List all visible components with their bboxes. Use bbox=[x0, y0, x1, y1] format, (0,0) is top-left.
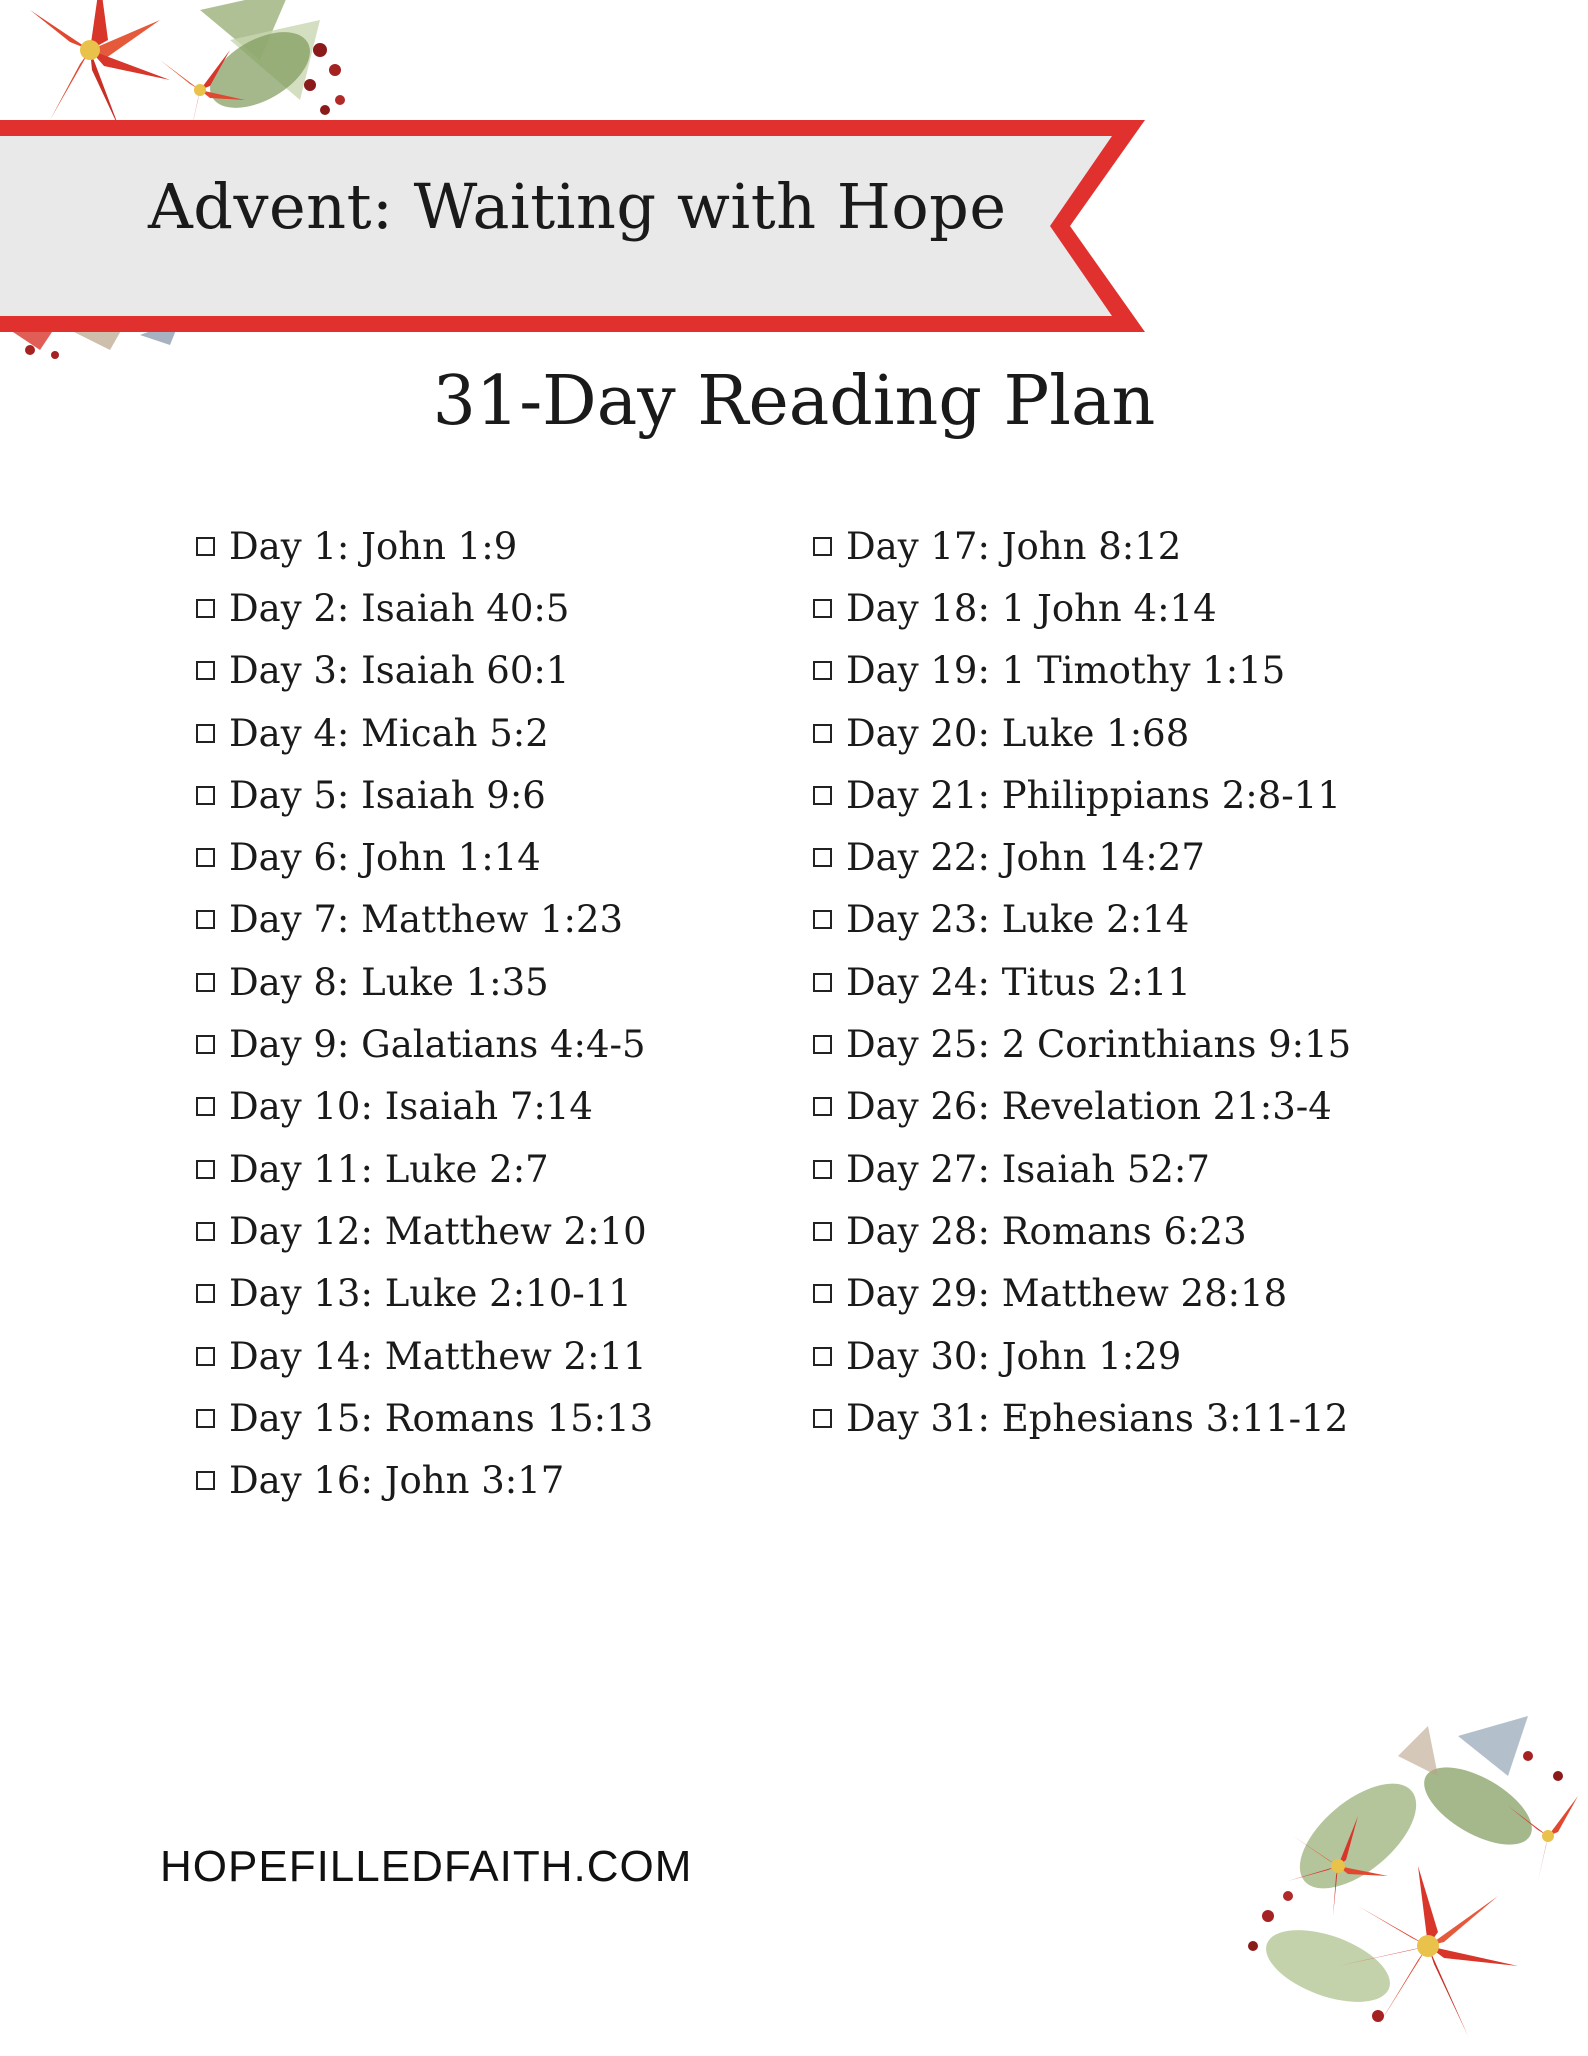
reading-item bbox=[196, 515, 653, 577]
reading-item-label: Day 12: Matthew 2:10 bbox=[229, 1209, 647, 1253]
reading-item bbox=[813, 826, 1351, 888]
checkbox-icon[interactable] bbox=[196, 910, 215, 929]
checkbox-icon[interactable] bbox=[813, 599, 832, 618]
checkbox-icon[interactable] bbox=[813, 1409, 832, 1428]
reading-item bbox=[813, 577, 1351, 639]
reading-item bbox=[196, 826, 653, 888]
checkbox-icon[interactable] bbox=[196, 1097, 215, 1116]
checkbox-icon[interactable] bbox=[196, 1035, 215, 1054]
reading-item-label: Day 22: John 14:27 bbox=[846, 836, 1205, 880]
reading-item bbox=[196, 1200, 653, 1262]
checkbox-icon[interactable] bbox=[196, 1347, 215, 1366]
reading-item bbox=[813, 1325, 1351, 1387]
reading-item bbox=[196, 1013, 653, 1075]
checkbox-icon[interactable] bbox=[813, 1347, 832, 1366]
reading-item bbox=[813, 889, 1351, 951]
reading-item bbox=[813, 1263, 1351, 1325]
checkbox-icon[interactable] bbox=[813, 848, 832, 867]
reading-item-label: Day 5: Isaiah 9:6 bbox=[229, 773, 546, 817]
reading-item-label: Day 31: Ephesians 3:11-12 bbox=[846, 1396, 1349, 1440]
poinsettia-icon bbox=[10, 0, 345, 135]
reading-item bbox=[813, 702, 1351, 764]
checkbox-icon[interactable] bbox=[196, 848, 215, 867]
poinsettia-icon bbox=[1248, 1716, 1578, 2036]
reading-item-label: Day 25: 2 Corinthians 9:15 bbox=[846, 1023, 1352, 1067]
reading-item-label: Day 29: Matthew 28:18 bbox=[846, 1272, 1288, 1316]
reading-item-label: Day 21: Philippians 2:8-11 bbox=[846, 773, 1341, 817]
reading-item-label: Day 7: Matthew 1:23 bbox=[229, 898, 624, 942]
page-title: Advent: Waiting with Hope bbox=[148, 170, 1007, 243]
checkbox-icon[interactable] bbox=[196, 661, 215, 680]
reading-item bbox=[196, 1138, 653, 1200]
reading-list-right bbox=[813, 515, 1351, 1449]
reading-item bbox=[196, 951, 653, 1013]
reading-item bbox=[196, 1263, 653, 1325]
checkbox-icon[interactable] bbox=[813, 786, 832, 805]
checkbox-icon[interactable] bbox=[196, 1409, 215, 1428]
reading-item-label: Day 17: John 8:12 bbox=[846, 524, 1182, 568]
reading-item bbox=[196, 1325, 653, 1387]
checkbox-icon[interactable] bbox=[196, 537, 215, 556]
plan-title: 31-Day Reading Plan bbox=[432, 362, 1156, 441]
reading-item bbox=[196, 640, 653, 702]
reading-item-label: Day 28: Romans 6:23 bbox=[846, 1209, 1247, 1253]
checkbox-icon[interactable] bbox=[196, 1471, 215, 1490]
reading-item-label: Day 30: John 1:29 bbox=[846, 1334, 1182, 1378]
checkbox-icon[interactable] bbox=[196, 973, 215, 992]
reading-item-label: Day 18: 1 John 4:14 bbox=[846, 586, 1217, 630]
reading-item-label: Day 15: Romans 15:13 bbox=[229, 1396, 654, 1440]
reading-item bbox=[813, 1200, 1351, 1262]
checkbox-icon[interactable] bbox=[196, 1160, 215, 1179]
reading-item bbox=[813, 515, 1351, 577]
checkbox-icon[interactable] bbox=[196, 599, 215, 618]
reading-item bbox=[196, 577, 653, 639]
reading-item-label: Day 27: Isaiah 52:7 bbox=[846, 1147, 1210, 1191]
reading-item-label: Day 6: John 1:14 bbox=[229, 836, 541, 880]
reading-item-label: Day 3: Isaiah 60:1 bbox=[229, 649, 570, 693]
reading-item-label: Day 1: John 1:9 bbox=[229, 524, 518, 568]
reading-item bbox=[196, 764, 653, 826]
reading-item bbox=[196, 889, 653, 951]
poinsettia-decoration-bottom bbox=[1228, 1716, 1588, 2056]
reading-item bbox=[813, 764, 1351, 826]
checkbox-icon[interactable] bbox=[813, 537, 832, 556]
reading-item-label: Day 11: Luke 2:7 bbox=[229, 1147, 549, 1191]
reading-item bbox=[813, 1387, 1351, 1449]
checkbox-icon[interactable] bbox=[813, 1284, 832, 1303]
checkbox-icon[interactable] bbox=[196, 1222, 215, 1241]
checkbox-icon[interactable] bbox=[813, 973, 832, 992]
reading-item-label: Day 13: Luke 2:10-11 bbox=[229, 1272, 632, 1316]
checkbox-icon[interactable] bbox=[813, 1097, 832, 1116]
reading-item bbox=[196, 1449, 653, 1511]
reading-item-label: Day 10: Isaiah 7:14 bbox=[229, 1085, 593, 1129]
reading-item bbox=[813, 640, 1351, 702]
reading-item-label: Day 23: Luke 2:14 bbox=[846, 898, 1190, 942]
reading-item-label: Day 9: Galatians 4:4-5 bbox=[229, 1023, 646, 1067]
website-footer: HOPEFILLEDFAITH.COM bbox=[160, 1842, 693, 1891]
reading-item bbox=[813, 1138, 1351, 1200]
reading-item-label: Day 16: John 3:17 bbox=[229, 1459, 565, 1503]
checkbox-icon[interactable] bbox=[813, 1160, 832, 1179]
reading-item-label: Day 14: Matthew 2:11 bbox=[229, 1334, 647, 1378]
reading-item-label: Day 19: 1 Timothy 1:15 bbox=[846, 649, 1286, 693]
reading-item-label: Day 8: Luke 1:35 bbox=[229, 960, 549, 1004]
reading-item-label: Day 2: Isaiah 40:5 bbox=[229, 586, 570, 630]
checkbox-icon[interactable] bbox=[813, 910, 832, 929]
reading-list-left bbox=[196, 515, 653, 1512]
checkbox-icon[interactable] bbox=[196, 724, 215, 743]
checkbox-icon[interactable] bbox=[813, 1222, 832, 1241]
reading-item-label: Day 4: Micah 5:2 bbox=[229, 711, 549, 755]
checkbox-icon[interactable] bbox=[196, 786, 215, 805]
checkbox-icon[interactable] bbox=[813, 724, 832, 743]
checkbox-icon[interactable] bbox=[196, 1284, 215, 1303]
reading-item-label: Day 24: Titus 2:11 bbox=[846, 960, 1191, 1004]
checkbox-icon[interactable] bbox=[813, 661, 832, 680]
checkbox-icon[interactable] bbox=[813, 1035, 832, 1054]
reading-item bbox=[813, 951, 1351, 1013]
reading-item-label: Day 20: Luke 1:68 bbox=[846, 711, 1190, 755]
reading-item bbox=[813, 1076, 1351, 1138]
reading-item-label: Day 26: Revelation 21:3-4 bbox=[846, 1085, 1332, 1129]
reading-item bbox=[196, 702, 653, 764]
reading-item bbox=[813, 1013, 1351, 1075]
reading-item bbox=[196, 1387, 653, 1449]
reading-item bbox=[196, 1076, 653, 1138]
